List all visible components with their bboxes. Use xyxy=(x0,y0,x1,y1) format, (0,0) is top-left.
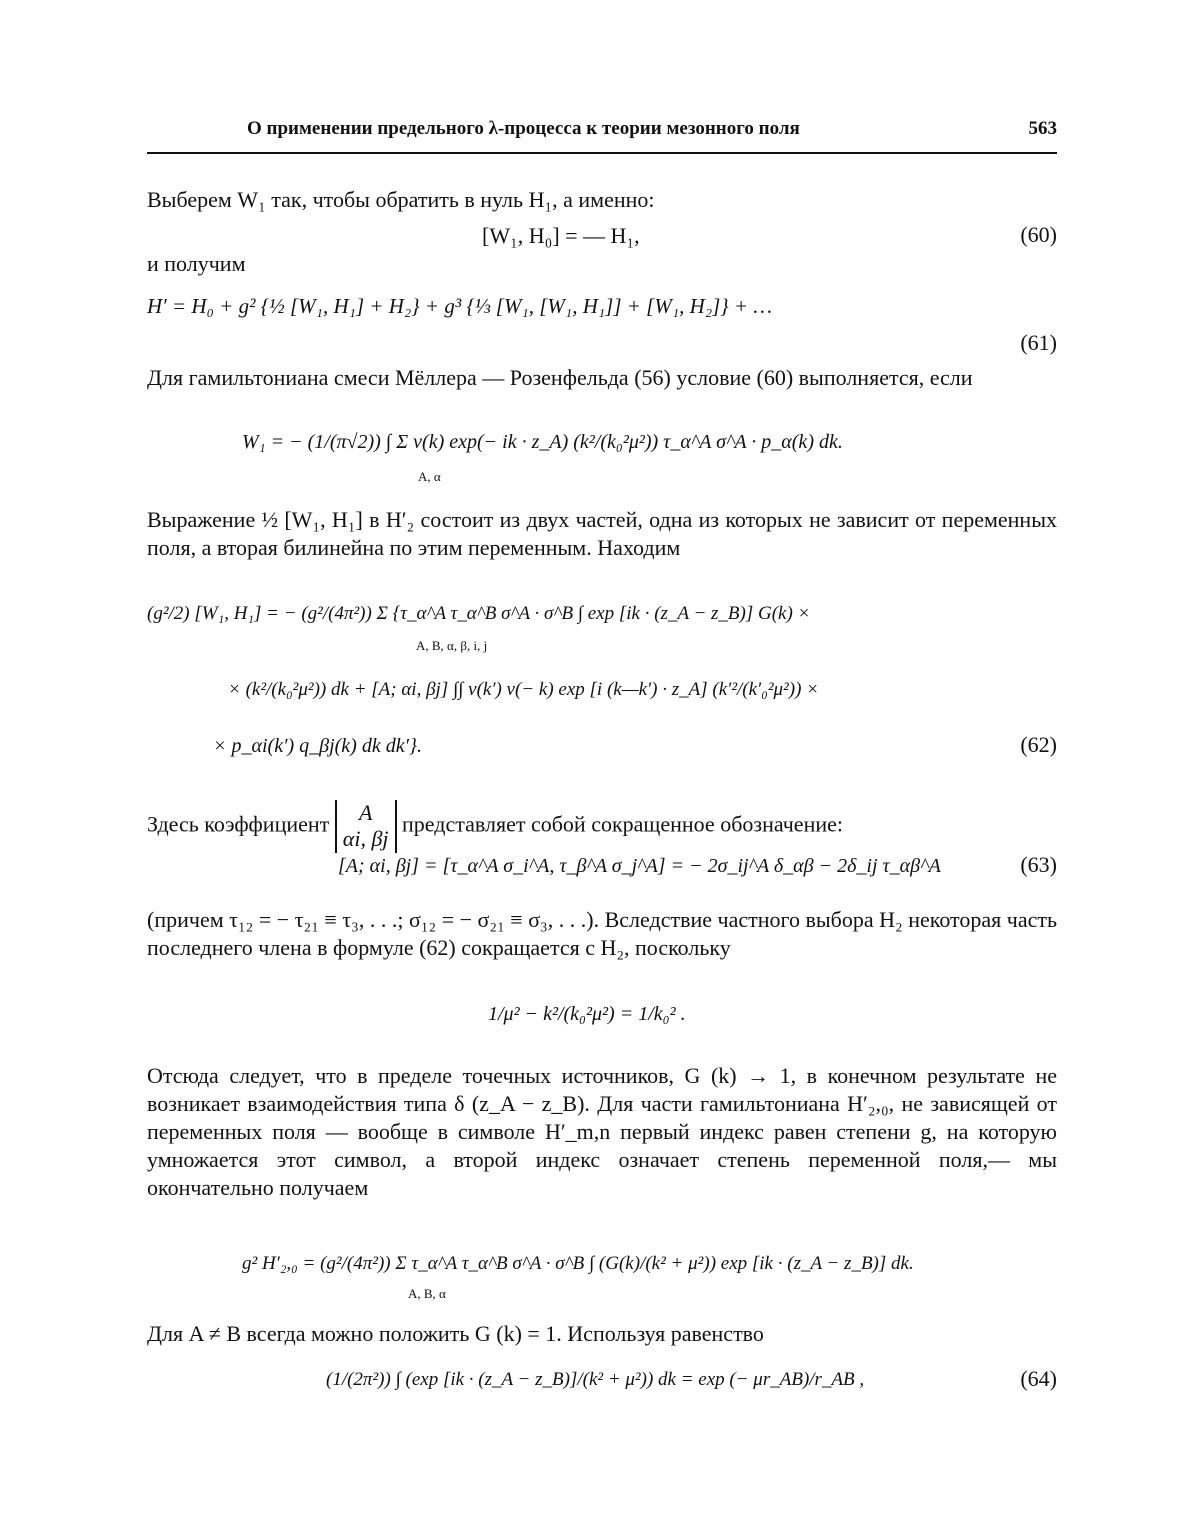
running-title: О применении предельного λ-процесса к теории мезонного поля xyxy=(247,118,800,139)
equation-62-sum-index: A, B, α, β, i, j xyxy=(416,638,488,653)
running-header xyxy=(147,118,1057,154)
equation-h20-sum-index: A, B, α xyxy=(408,1286,446,1301)
equation-w1: W₁ = − (1/(π√2)) ∫ Σ v(k) exp(− ik · z_A) (k²/(k₀²μ²)) τ_α^A σ^A · p_α(k) dk. xyxy=(242,431,843,453)
page-number: 563 xyxy=(1028,118,1057,139)
paragraph-3: Для гамильтониана смеси Мёллера — Розенфельда (56) условие (60) выполняется, если xyxy=(147,365,973,390)
equation-63-number: (63) xyxy=(1020,852,1057,877)
paragraph-5-tail: представляет собой сокращенное обозначение: xyxy=(402,811,843,837)
paragraph-6: (причем τ₁₂ = − τ₂₁ ≡ τ₃, . . .; σ₁₂ = − σ₂₁ ≡ σ₃, . . .). Вследствие частного выбора H₂ некоторая часть последнего члена в формуле (62) сокращается с H₂, поскольку xyxy=(147,907,1057,960)
equation-h20: g² H′₂,₀ = (g²/(4π²)) Σ τ_α^A τ_α^B σ^A · σ^B ∫ (G(k)/(k² + μ²)) exp [ik · (z_A − z_B)] dk. xyxy=(242,1253,914,1274)
equation-mu: 1/μ² − k²/(k₀²μ²) = 1/k₀² . xyxy=(488,1003,686,1025)
equation-60: [W₁, H₀] = — H₁, xyxy=(482,223,640,248)
paragraph-8: Для A ≠ B всегда можно положить G (k) = 1. Используя равенство xyxy=(147,1321,764,1346)
equation-62-number: (62) xyxy=(1020,732,1057,757)
paragraph-1: Выберем W₁ так, чтобы обратить в нуль H₁, а именно: xyxy=(147,187,655,212)
paragraph-5-lead: Здесь коэффициент xyxy=(147,811,330,837)
paragraph-2: и получим xyxy=(147,251,246,276)
equation-63: [A; αi, βj] = [τ_α^A σ_i^A, τ_β^A σ_j^A] = − 2σ_ij^A δ_αβ − 2δ_ij τ_αβ^A xyxy=(338,855,941,877)
paragraph-5 xyxy=(147,800,1057,853)
paragraph-7: Отсюда следует, что в пределе точечных источников, G (k) → 1, в конечном результате не возникает взаимодействия типа δ (z_A − z_B). Для части гамильтониана H′₂,₀, не зависящей от переменных поля — вообще в символе H′_m,n первый индекс равен степени g, на которую умножается этот символ, а второй индекс означает степень переменной поля,— мы окончательно получаем xyxy=(147,1063,1057,1200)
equation-62-line-2: × (k²/(k₀²μ²)) dk + [A; αi, βj] ∫∫ v(k′) v(− k) exp [i (k—k′) · z_A] (k′²/(k′₀²μ²)) × xyxy=(228,679,819,700)
equation-62-line-3: × p_αi(k′) q_βj(k) dk dk′}. xyxy=(213,735,422,757)
equation-64-number: (64) xyxy=(1020,1366,1057,1391)
equation-w1-sum-index: A, α xyxy=(418,469,441,484)
equation-64: (1/(2π²)) ∫ (exp [ik · (z_A − z_B)]/(k² + μ²)) dk = exp (− μr_AB)/r_AB , xyxy=(326,1369,865,1390)
equation-61-number: (61) xyxy=(1020,330,1057,355)
coefficient-symbol: A αi, βj xyxy=(335,800,397,853)
paragraph-4: Выражение ½ [W₁, H₁] в H′₂ состоит из двух частей, одна из которых не зависит от переменных поля, а вторая билинейна по этим переменным. Находим xyxy=(147,507,1057,560)
equation-60-number: (60) xyxy=(1020,222,1057,247)
equation-62-line-1: (g²/2) [W₁, H₁] = − (g²/(4π²)) Σ {τ_α^A τ_α^B σ^A · σ^B ∫ exp [ik · (z_A − z_B)] G(k) × xyxy=(147,603,811,624)
equation-61: H′ = H₀ + g² {½ [W₁, H₁] + H₂} + g³ {⅓ [W₁, [W₁, H₁]] + [W₁, H₂]} + … xyxy=(147,294,773,318)
